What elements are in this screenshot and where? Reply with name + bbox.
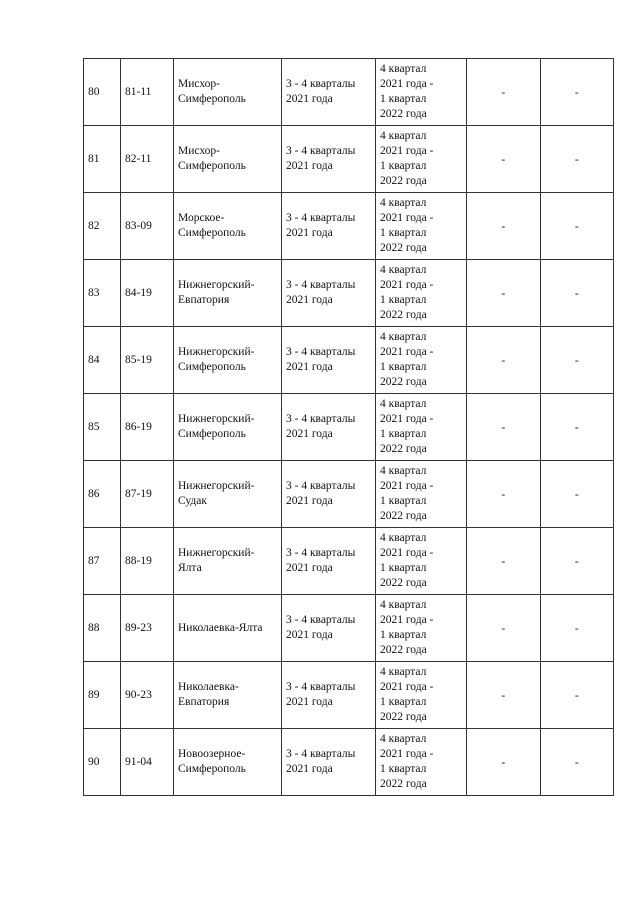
column-6-cell	[467, 595, 541, 662]
route-name-cell: Нижнегорский- Судак	[174, 461, 282, 528]
column-7-cell	[540, 260, 614, 327]
route-code-cell: 86-19	[121, 394, 174, 461]
column-6-cell	[467, 729, 541, 796]
column-6-cell	[467, 528, 541, 595]
validity-cell: 4 квартал 2021 года - 1 квартал 2022 года	[376, 394, 467, 461]
route-name-cell: Нижнегорский- Ялта	[174, 528, 282, 595]
validity-cell: 4 квартал 2021 года - 1 квартал 2022 года	[376, 59, 467, 126]
table-row	[84, 59, 614, 126]
route-name-cell: Мисхор- Симферополь	[174, 126, 282, 193]
row-number-cell: 80	[84, 59, 121, 126]
route-code-cell: 88-19	[121, 528, 174, 595]
route-name-cell: Новоозерное- Симферополь	[174, 729, 282, 796]
route-code-cell: 84-19	[121, 260, 174, 327]
route-code-cell: 90-23	[121, 662, 174, 729]
column-6-value: -	[501, 622, 506, 635]
row-number-cell: 85	[84, 394, 121, 461]
validity-cell: 4 квартал 2021 года - 1 квартал 2022 года	[376, 126, 467, 193]
column-7-cell	[540, 729, 614, 796]
period-cell: 3 - 4 кварталы 2021 года	[282, 260, 376, 327]
period-cell: 3 - 4 кварталы 2021 года	[282, 327, 376, 394]
column-7-value: -	[574, 756, 579, 769]
table-row	[84, 729, 614, 796]
route-name-cell: Морское- Симферополь	[174, 193, 282, 260]
column-7-value: -	[574, 86, 579, 99]
route-code-cell: 83-09	[121, 193, 174, 260]
row-number-cell: 82	[84, 193, 121, 260]
route-name-cell: Николаевка- Евпатория	[174, 662, 282, 729]
row-number-cell: 81	[84, 126, 121, 193]
row-number-cell: 83	[84, 260, 121, 327]
column-7-value: -	[574, 555, 579, 568]
column-7-value: -	[574, 488, 579, 501]
row-number-cell: 88	[84, 595, 121, 662]
period-cell: 3 - 4 кварталы 2021 года	[282, 595, 376, 662]
column-6-value: -	[501, 555, 506, 568]
column-7-value: -	[574, 287, 579, 300]
column-6-cell	[467, 662, 541, 729]
table-row	[84, 662, 614, 729]
validity-cell: 4 квартал 2021 года - 1 квартал 2022 года	[376, 662, 467, 729]
period-cell: 3 - 4 кварталы 2021 года	[282, 193, 376, 260]
column-7-cell	[540, 528, 614, 595]
table-row	[84, 126, 614, 193]
column-6-value: -	[501, 689, 506, 702]
table-row	[84, 327, 614, 394]
table-row	[84, 528, 614, 595]
row-number-cell: 90	[84, 729, 121, 796]
route-code-cell: 85-19	[121, 327, 174, 394]
column-7-cell	[540, 327, 614, 394]
period-cell: 3 - 4 кварталы 2021 года	[282, 394, 376, 461]
route-name-cell: Николаевка-Ялта	[174, 595, 282, 662]
table-row	[84, 394, 614, 461]
column-6-value: -	[501, 220, 506, 233]
column-6-value: -	[501, 86, 506, 99]
period-cell: 3 - 4 кварталы 2021 года	[282, 461, 376, 528]
column-6-value: -	[501, 421, 506, 434]
column-6-cell	[467, 260, 541, 327]
column-6-cell	[467, 59, 541, 126]
column-6-value: -	[501, 287, 506, 300]
column-6-value: -	[501, 488, 506, 501]
column-6-value: -	[501, 354, 506, 367]
route-code-cell: 89-23	[121, 595, 174, 662]
column-7-value: -	[574, 220, 579, 233]
table-row	[84, 260, 614, 327]
column-7-cell	[540, 126, 614, 193]
period-cell: 3 - 4 кварталы 2021 года	[282, 59, 376, 126]
row-number-cell: 86	[84, 461, 121, 528]
period-cell: 3 - 4 кварталы 2021 года	[282, 662, 376, 729]
column-6-value: -	[501, 153, 506, 166]
column-7-cell	[540, 662, 614, 729]
route-name-cell: Нижнегорский- Евпатория	[174, 260, 282, 327]
column-7-cell	[540, 595, 614, 662]
column-6-value: -	[501, 756, 506, 769]
column-6-cell	[467, 394, 541, 461]
column-7-value: -	[574, 689, 579, 702]
column-6-cell	[467, 193, 541, 260]
table-row	[84, 193, 614, 260]
column-6-cell	[467, 461, 541, 528]
route-name-cell: Нижнегорский- Симферополь	[174, 327, 282, 394]
column-7-cell	[540, 461, 614, 528]
period-cell: 3 - 4 кварталы 2021 года	[282, 528, 376, 595]
column-6-cell	[467, 126, 541, 193]
validity-cell: 4 квартал 2021 года - 1 квартал 2022 года	[376, 327, 467, 394]
route-name-cell: Нижнегорский- Симферополь	[174, 394, 282, 461]
validity-cell: 4 квартал 2021 года - 1 квартал 2022 года	[376, 595, 467, 662]
period-cell: 3 - 4 кварталы 2021 года	[282, 126, 376, 193]
row-number-cell: 89	[84, 662, 121, 729]
validity-cell: 4 квартал 2021 года - 1 квартал 2022 года	[376, 528, 467, 595]
column-7-cell	[540, 193, 614, 260]
table-row	[84, 461, 614, 528]
column-7-value: -	[574, 622, 579, 635]
routes-table-body	[84, 59, 614, 796]
row-number-cell: 87	[84, 528, 121, 595]
period-cell: 3 - 4 кварталы 2021 года	[282, 729, 376, 796]
table-row	[84, 595, 614, 662]
route-name-cell: Мисхор- Симферополь	[174, 59, 282, 126]
row-number-cell: 84	[84, 327, 121, 394]
column-7-value: -	[574, 421, 579, 434]
routes-table	[83, 58, 614, 796]
route-code-cell: 91-04	[121, 729, 174, 796]
validity-cell: 4 квартал 2021 года - 1 квартал 2022 года	[376, 193, 467, 260]
column-7-value: -	[574, 153, 579, 166]
validity-cell: 4 квартал 2021 года - 1 квартал 2022 года	[376, 729, 467, 796]
column-7-cell	[540, 394, 614, 461]
route-code-cell: 81-11	[121, 59, 174, 126]
route-code-cell: 87-19	[121, 461, 174, 528]
validity-cell: 4 квартал 2021 года - 1 квартал 2022 года	[376, 260, 467, 327]
column-7-value: -	[574, 354, 579, 367]
route-code-cell: 82-11	[121, 126, 174, 193]
column-6-cell	[467, 327, 541, 394]
validity-cell: 4 квартал 2021 года - 1 квартал 2022 года	[376, 461, 467, 528]
column-7-cell	[540, 59, 614, 126]
